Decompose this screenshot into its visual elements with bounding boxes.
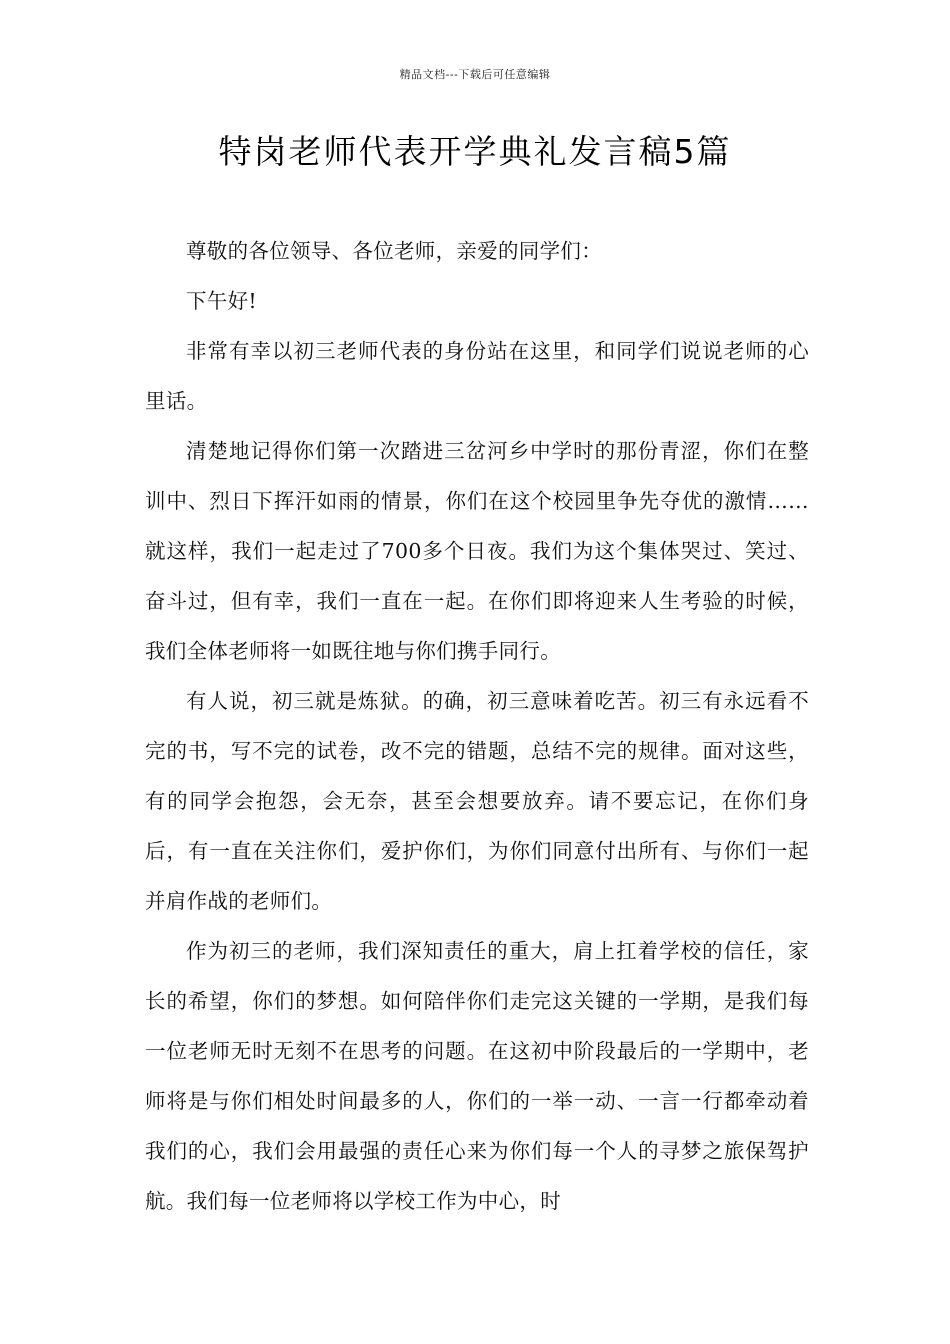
paragraph: 作为初三的老师，我们深知责任的重大，肩上扛着学校的信任，家长的希望，你们的梦想。如何陪伴你们走完这关键的一学期，是我们每一位老师无时无刻不在思考的问题。在这初中阶段最后的一学期中，老师将是与你们相处时间最多的人，你们的一举一动、一言一行都牵动着我们的心，我们会用最强的责任心来为你们每一个人的寻梦之旅保驾护航。我们每一位老师将以学校工作为中心，时 [145, 939, 809, 1213]
paragraph: 非常有幸以初三老师代表的身份站在这里，和同学们说说老师的心里话。 [145, 339, 809, 413]
paragraph-salutation: 尊敬的各位领导、各位老师，亲爱的同学们： [186, 239, 602, 263]
page-header-note: 精品文档---下载后可任意编辑 [399, 68, 551, 81]
document-title: 特岗老师代表开学典礼发言稿5篇 [218, 132, 732, 171]
document-body [145, 226, 809, 1226]
paragraph: 有人说，初三就是炼狱。的确，初三意味着吃苦。初三有永远看不完的书，写不完的试卷，改不完的错题，总结不完的规律。面对这些，有的同学会抱怨，会无奈，甚至会想要放弃。请不要忘记，在你们身后，有一直在关注你们，爱护你们，为你们同意付出所有、与你们一起并肩作战的老师们。 [145, 689, 809, 913]
paragraph: 清楚地记得你们第一次踏进三岔河乡中学时的那份青涩，你们在整训中、烈日下挥汗如雨的情景，你们在这个校园里争先夺优的激情……就这样，我们一起走过了700多个日夜。我们为这个集体哭过、笑过、奋斗过，但有幸，我们一直在一起。在你们即将迎来人生考验的时候，我们全体老师将一如既往地与你们携手同行。 [145, 439, 809, 663]
paragraph-greeting: 下午好! [186, 289, 257, 313]
